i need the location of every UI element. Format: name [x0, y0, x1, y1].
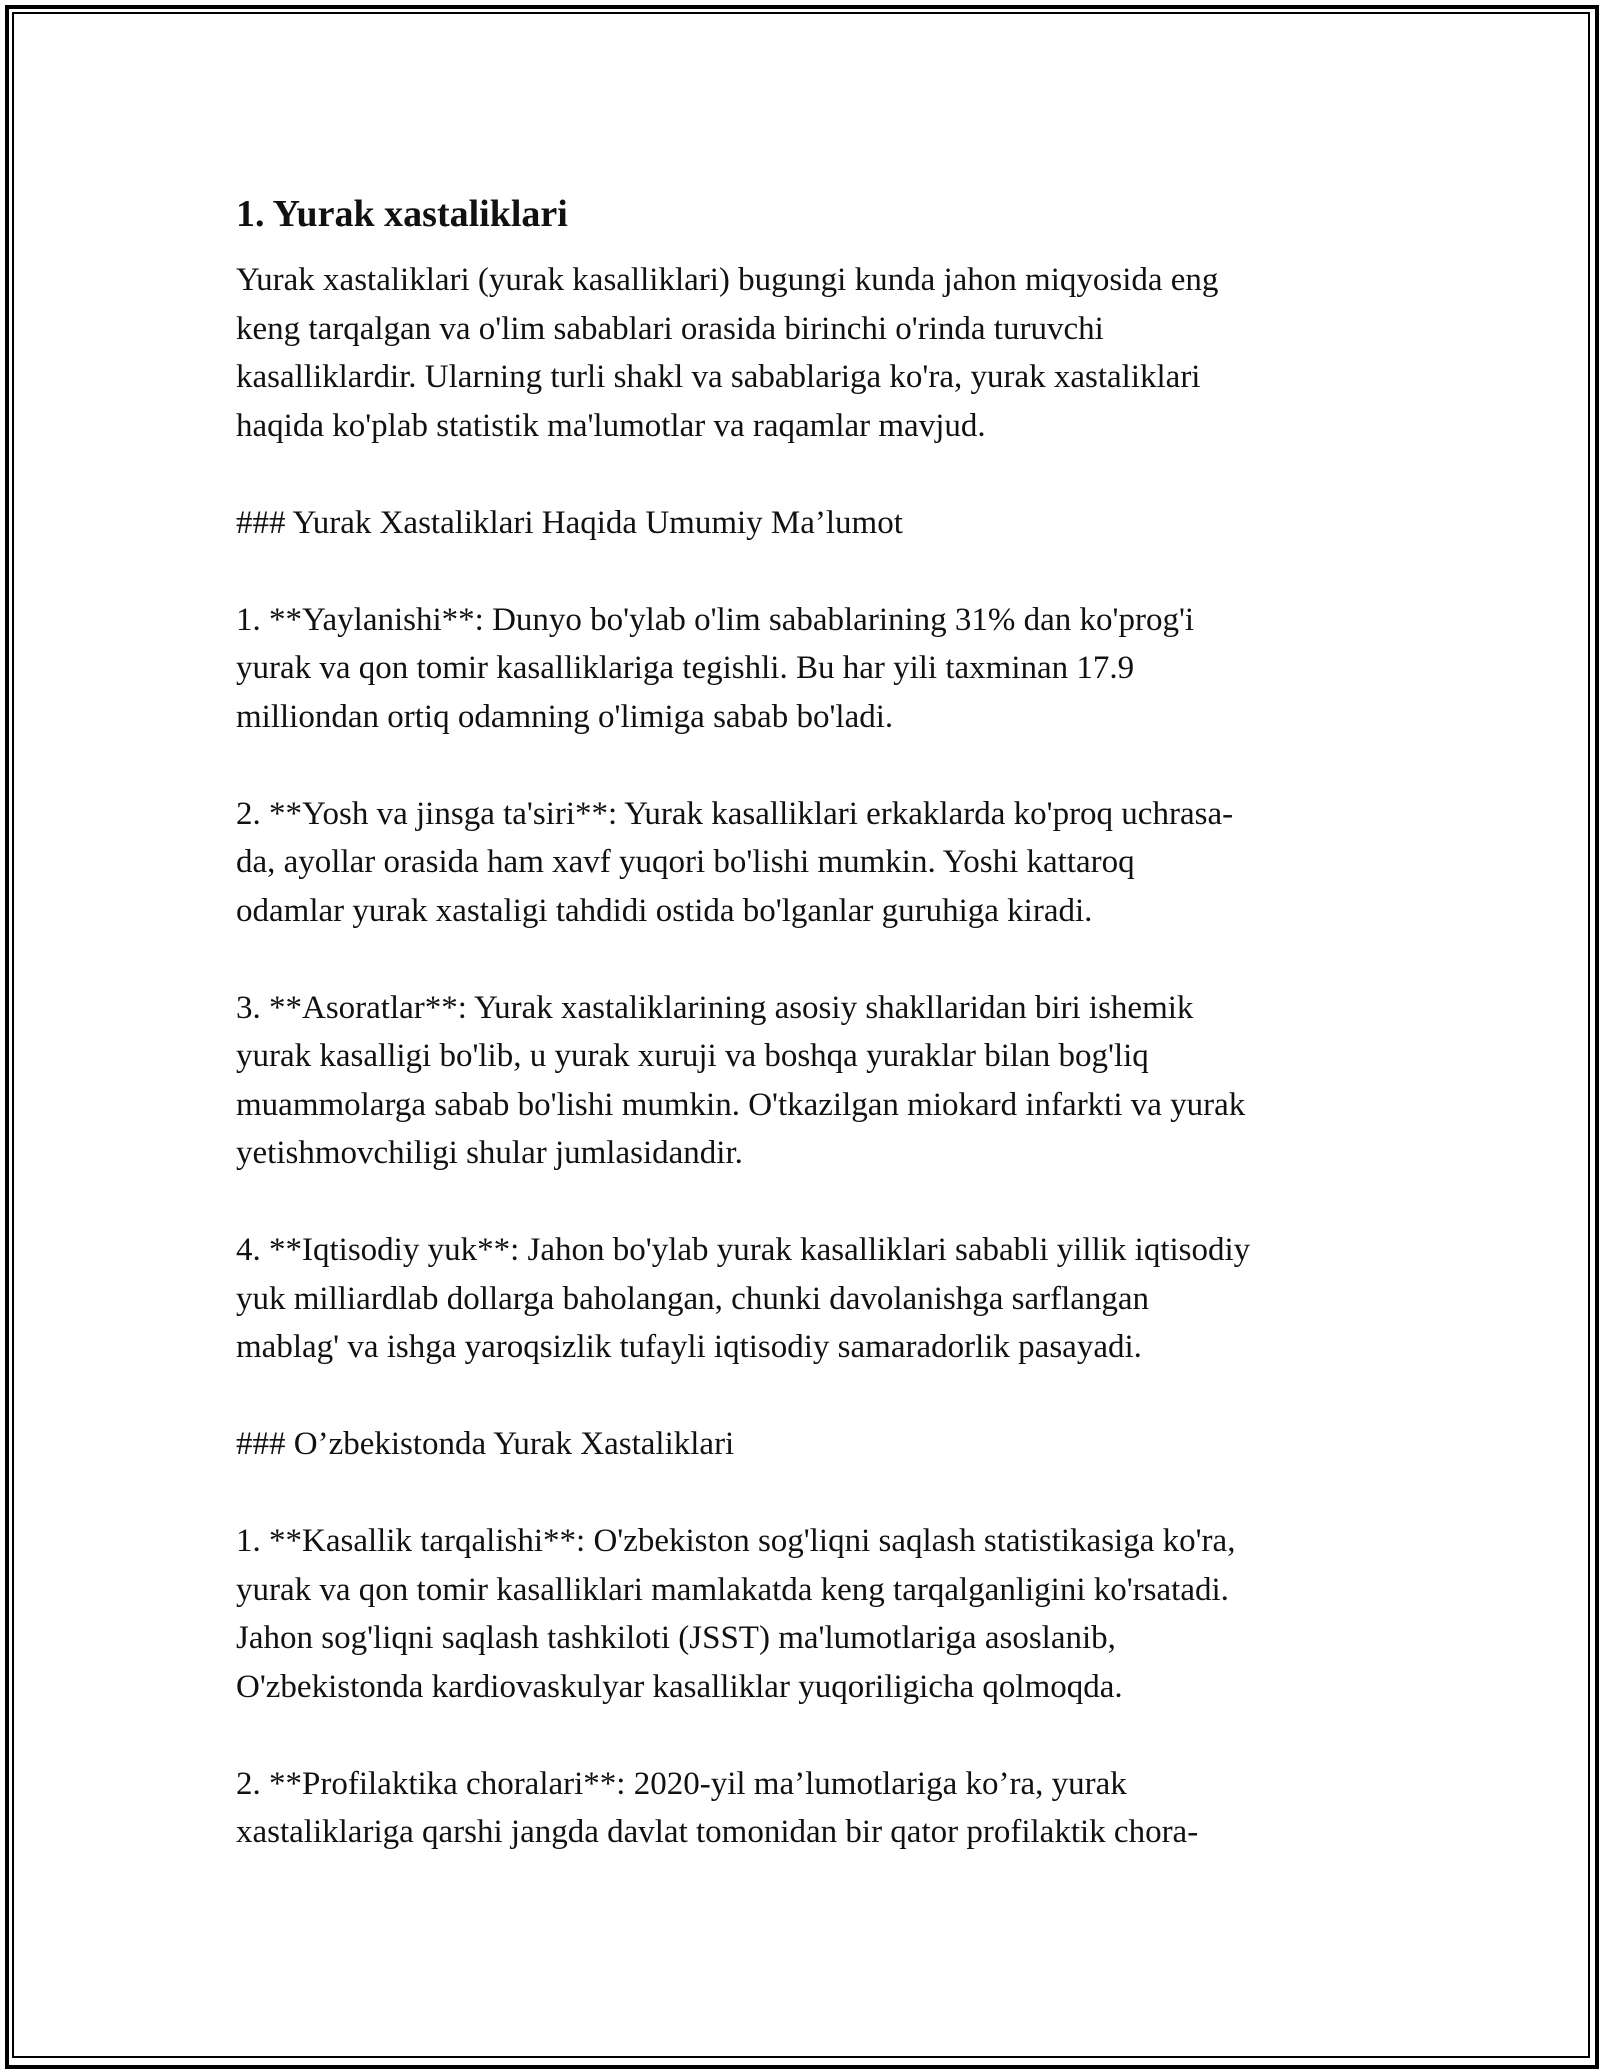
- list-item: [236, 1760, 1386, 1857]
- document-body: [236, 180, 1386, 1857]
- text-line: Yurak xastaliklari (yurak kasalliklari) bugungi kunda jahon miqyosida eng: [236, 262, 1219, 298]
- text-line: odamlar yurak xastaligi tahdidi ostida bo'lganlar guruhiga kiradi.: [236, 892, 1093, 929]
- text-line: muammolarga sabab bo'lishi mumkin. O'tkazilgan miokard infarkti va yurak: [236, 1086, 1246, 1123]
- document-heading: 1. Yurak xastaliklari: [236, 193, 568, 235]
- text-line: 4. **Iqtisodiy yuk**: Jahon bo'ylab yurak kasalliklari sababli yillik iqtisodiy: [236, 1232, 1251, 1268]
- text-line: haqida ko'plab statistik ma'lumotlar va raqamlar mavjud.: [236, 407, 986, 444]
- text-line: O'zbekistonda kardiovaskulyar kasalliklar yuqoriligicha qolmoqda.: [236, 1668, 1123, 1705]
- text-line: yurak va qon tomir kasalliklariga tegishli. Bu har yili taxminan 17.9: [236, 650, 1135, 686]
- text-line: yurak kasalligi bo'lib, u yurak xuruji va boshqa yuraklar bilan bog'liq: [236, 1038, 1149, 1074]
- text-line: da, ayollar orasida ham xavf yuqori bo'lishi mumkin. Yoshi kattaroq: [236, 844, 1135, 880]
- text-line: Jahon sog'liqni saqlash tashkiloti (JSST) ma'lumotlariga asoslanib,: [236, 1620, 1116, 1656]
- text-line: yurak va qon tomir kasalliklari mamlakatda keng tarqalganligini ko'rsatadi.: [236, 1571, 1229, 1608]
- list-item: [236, 1226, 1386, 1372]
- list-item: [236, 984, 1386, 1178]
- text-line: mablag' va ishga yaroqsizlik tufayli iqtisodiy samaradorlik pasayadi.: [236, 1329, 1142, 1365]
- text-line: 2. **Yosh va jinsga ta'siri**: Yurak kasalliklari erkaklarda ko'proq uchrasa-: [236, 795, 1234, 832]
- text-line: 2. **Profilaktika choralari**: 2020-yil ma’lumotlariga ko’ra, yurak: [236, 1765, 1127, 1802]
- text-line: keng tarqalgan va o'lim sabablari orasida birinchi o'rinda turuvchi: [236, 310, 1104, 347]
- section-title-general: ### Yurak Xastaliklari Haqida Umumiy Ma’lumot: [236, 504, 903, 541]
- list-item: [236, 1517, 1386, 1711]
- text-line: 3. **Asoratlar**: Yurak xastaliklarining asosiy shakllaridan biri ishemik: [236, 989, 1194, 1026]
- text-line: xastaliklariga qarshi jangda davlat tomonidan bir qator profilaktik chora-: [236, 1814, 1199, 1850]
- text-line: kasalliklardir. Ularning turli shakl va sabablariga ko'ra, yurak xastaliklari: [236, 359, 1201, 395]
- section-title-uzbekistan: ### O’zbekistonda Yurak Xastaliklari: [236, 1426, 735, 1462]
- text-line: 1. **Kasallik tarqalishi**: O'zbekiston sog'liqni saqlash statistikasiga ko'ra,: [236, 1523, 1236, 1559]
- list-item: [236, 596, 1386, 742]
- text-line: 1. **Yaylanishi**: Dunyo bo'ylab o'lim sabablarining 31% dan ko'prog'i: [236, 601, 1195, 638]
- list-item: [236, 790, 1386, 936]
- text-line: yuk milliardlab dollarga baholangan, chunki davolanishga sarflangan: [236, 1280, 1150, 1317]
- text-line: milliondan ortiq odamning o'limiga sabab bo'ladi.: [236, 698, 894, 735]
- intro-paragraph: [236, 256, 1386, 450]
- text-line: yetishmovchiligi shular jumlasidandir.: [236, 1135, 743, 1171]
